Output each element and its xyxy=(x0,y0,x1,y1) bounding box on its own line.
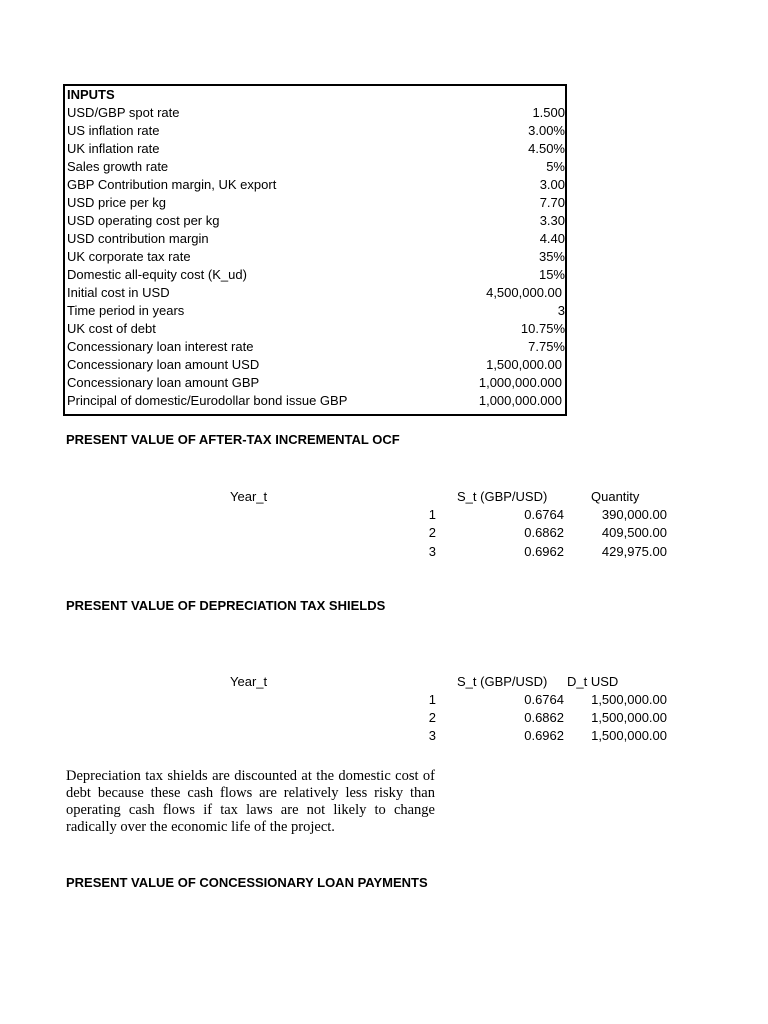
input-label: UK inflation rate xyxy=(67,141,160,156)
ocf-year-cell: 3 xyxy=(428,544,436,559)
input-label: Domestic all-equity cost (K_ud) xyxy=(67,267,247,282)
dep-year-header: Year_t xyxy=(230,674,268,689)
dep-section-title: PRESENT VALUE OF DEPRECIATION TAX SHIELDS xyxy=(66,598,386,613)
input-value: 4.50% xyxy=(528,141,565,156)
inputs-header xyxy=(65,86,565,104)
ocf-rate-cell: 0.6962 xyxy=(524,544,564,559)
dep-dt-cell: 1,500,000.00 xyxy=(591,728,667,743)
ocf-quantity-cell: 429,975.00 xyxy=(601,544,667,559)
input-row xyxy=(65,230,565,248)
ocf-quantity-cell: 409,500.00 xyxy=(601,525,667,540)
input-value: 3.00 xyxy=(539,177,565,192)
input-value: 10.75% xyxy=(520,321,565,336)
input-label: UK cost of debt xyxy=(67,321,156,336)
ocf-year-cell: 2 xyxy=(428,525,436,540)
input-row xyxy=(65,302,565,320)
input-value: 1,000,000.000 xyxy=(478,375,562,390)
dep-year-cell: 3 xyxy=(428,728,436,743)
input-value: 5% xyxy=(546,159,565,174)
depreciation-note: Depreciation tax shields are discounted at the domestic cost of debt because these cash flows are relatively less risky than operating cash flows if tax laws are not likely to change radically over the economic life of the project. xyxy=(66,768,435,835)
input-value: 3.30 xyxy=(539,213,565,228)
input-value: 3.00% xyxy=(528,123,565,138)
ocf-rate-header: S_t (GBP/USD) xyxy=(457,489,548,504)
input-row xyxy=(65,158,565,176)
input-row xyxy=(65,374,565,392)
input-row xyxy=(65,356,565,374)
inputs-header-label: INPUTS xyxy=(67,87,115,102)
input-row xyxy=(65,338,565,356)
input-label: Concessionary loan interest rate xyxy=(67,339,254,354)
dep-rate-cell: 0.6764 xyxy=(524,692,564,707)
input-value: 4,500,000.00 xyxy=(486,285,562,300)
dep-rate-cell: 0.6862 xyxy=(524,710,564,725)
input-label: Sales growth rate xyxy=(67,159,169,174)
input-label: Concessionary loan amount GBP xyxy=(67,375,260,390)
dep-year-cell: 1 xyxy=(428,692,436,707)
dep-rate-cell: 0.6962 xyxy=(524,728,564,743)
input-row xyxy=(65,320,565,338)
input-label: GBP Contribution margin, UK export xyxy=(67,177,277,192)
input-label: USD price per kg xyxy=(67,195,166,210)
dep-dt-cell: 1,500,000.00 xyxy=(591,710,667,725)
input-row xyxy=(65,176,565,194)
dep-dt-cell: 1,500,000.00 xyxy=(591,692,667,707)
input-value: 7.70 xyxy=(539,195,565,210)
input-value: 3 xyxy=(557,303,565,318)
input-row xyxy=(65,212,565,230)
dep-year-cell: 2 xyxy=(428,710,436,725)
input-row xyxy=(65,266,565,284)
input-label: Initial cost in USD xyxy=(67,285,170,300)
input-label: Time period in years xyxy=(67,303,185,318)
input-label: USD contribution margin xyxy=(67,231,209,246)
ocf-year-header: Year_t xyxy=(230,489,268,504)
input-row xyxy=(65,104,565,122)
input-value: 35% xyxy=(538,249,565,264)
input-row xyxy=(65,248,565,266)
input-value: 7.75% xyxy=(528,339,565,354)
input-row xyxy=(65,194,565,212)
input-label: Concessionary loan amount USD xyxy=(67,357,260,372)
ocf-rate-cell: 0.6862 xyxy=(524,525,564,540)
ocf-quantity-cell: 390,000.00 xyxy=(601,507,667,522)
input-row xyxy=(65,392,565,410)
input-value: 4.40 xyxy=(539,231,565,246)
input-value: 15% xyxy=(538,267,565,282)
input-label: US inflation rate xyxy=(67,123,160,138)
dep-rate-header: S_t (GBP/USD) xyxy=(457,674,548,689)
input-row xyxy=(65,122,565,140)
ocf-section-title: PRESENT VALUE OF AFTER-TAX INCREMENTAL OCF xyxy=(66,432,400,447)
ocf-quantity-header: Quantity xyxy=(591,489,640,504)
input-row xyxy=(65,284,565,302)
input-row xyxy=(65,140,565,158)
input-label: Principal of domestic/Eurodollar bond issue GBP xyxy=(67,393,348,408)
input-value: 1,500,000.00 xyxy=(486,357,562,372)
input-value: 1.500 xyxy=(532,105,565,120)
ocf-rate-cell: 0.6764 xyxy=(524,507,564,522)
input-label: USD operating cost per kg xyxy=(67,213,220,228)
input-label: USD/GBP spot rate xyxy=(67,105,180,120)
input-value: 1,000,000.000 xyxy=(478,393,562,408)
inputs-table xyxy=(63,84,567,416)
loan-section-title: PRESENT VALUE OF CONCESSIONARY LOAN PAYMENTS xyxy=(66,875,428,890)
ocf-year-cell: 1 xyxy=(428,507,436,522)
input-label: UK corporate tax rate xyxy=(67,249,191,264)
dep-dt-header: D_t USD xyxy=(567,674,619,689)
